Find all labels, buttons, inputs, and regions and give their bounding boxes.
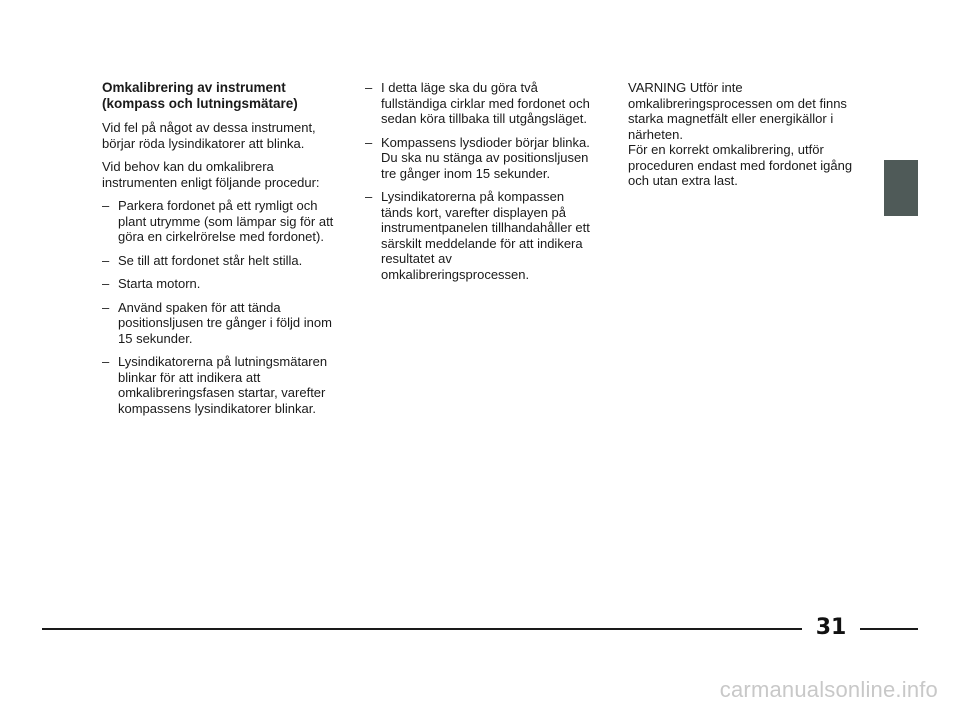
list-dash: – xyxy=(102,198,110,213)
list-item-text: Kompassens lysdioder börjar blinka. Du ska nu stänga av positionsljusen tre gånger inom 15 sekunder. xyxy=(381,134,590,181)
list-item-text: Lysindikatorerna på kompassen tänds kort, varefter displayen på instrumentpanelen tillhandahåller ett särskilt meddelande för att indikera resultatet av omkalibreringsprocessen. xyxy=(381,189,590,282)
list-dash: – xyxy=(102,276,110,291)
list-dash: – xyxy=(365,134,373,150)
text-column-1 xyxy=(102,80,334,424)
section-heading xyxy=(102,80,334,112)
list-dash: – xyxy=(102,354,110,369)
warning-note: VARNING Utför inte omkalibreringsprocessen om det finns starka magnetfält eller energikällor i närheten. För en korrekt omkalibrering, utför proceduren endast med fordonet igång och utan extra last. xyxy=(628,80,853,188)
list-item xyxy=(365,80,595,127)
list-item xyxy=(102,198,334,245)
list-item xyxy=(102,253,334,269)
text-column-3 xyxy=(628,80,868,189)
page-number: 31 xyxy=(815,615,847,640)
footer-rule-left xyxy=(42,628,802,630)
list-dash: – xyxy=(102,252,110,268)
list-item-text: Lysindikatorerna på lutningsmätaren blinkar för att indikera att omkalibreringsfasen startar, varefter kompassens lysindikatorer blinkar. xyxy=(118,354,328,416)
list-item-text: Parkera fordonet på ett rymligt och plant utrymme (som lämpar sig för att göra en cirkelrörelse med fordonet). xyxy=(118,198,334,244)
list-item xyxy=(365,135,595,182)
procedure-paragraph: Vid behov kan du omkalibrera instrumenten enligt följande procedur: xyxy=(102,159,320,190)
footer-rule-right xyxy=(860,628,918,630)
list-item xyxy=(102,354,334,416)
list-dash: – xyxy=(365,189,373,204)
list-dash: – xyxy=(102,299,110,315)
intro-paragraph: Vid fel på något av dessa instrument, börjar röda lysindikatorer att blinka. xyxy=(102,120,316,151)
heading-line-1: Omkalibrering av instrument xyxy=(102,80,286,95)
list-item-text: Använd spaken för att tända positionsljusen tre gånger i följd inom 15 sekunder. xyxy=(118,299,332,346)
heading-line-2: (kompass och lutningsmätare) xyxy=(102,96,298,111)
section-tab-marker xyxy=(884,160,918,216)
list-item xyxy=(102,300,334,347)
list-item-text: Starta motorn. xyxy=(118,276,201,291)
text-column-2 xyxy=(365,80,595,290)
list-item xyxy=(102,276,334,292)
list-dash: – xyxy=(365,80,373,95)
list-item xyxy=(365,189,595,282)
watermark-text: carmanualsonline.info xyxy=(719,677,938,702)
list-item-text: Se till att fordonet står helt stilla. xyxy=(118,252,303,268)
list-item-text: I detta läge ska du göra två fullständiga cirklar med fordonet och sedan köra tillbaka till utgångsläget. xyxy=(381,80,590,126)
